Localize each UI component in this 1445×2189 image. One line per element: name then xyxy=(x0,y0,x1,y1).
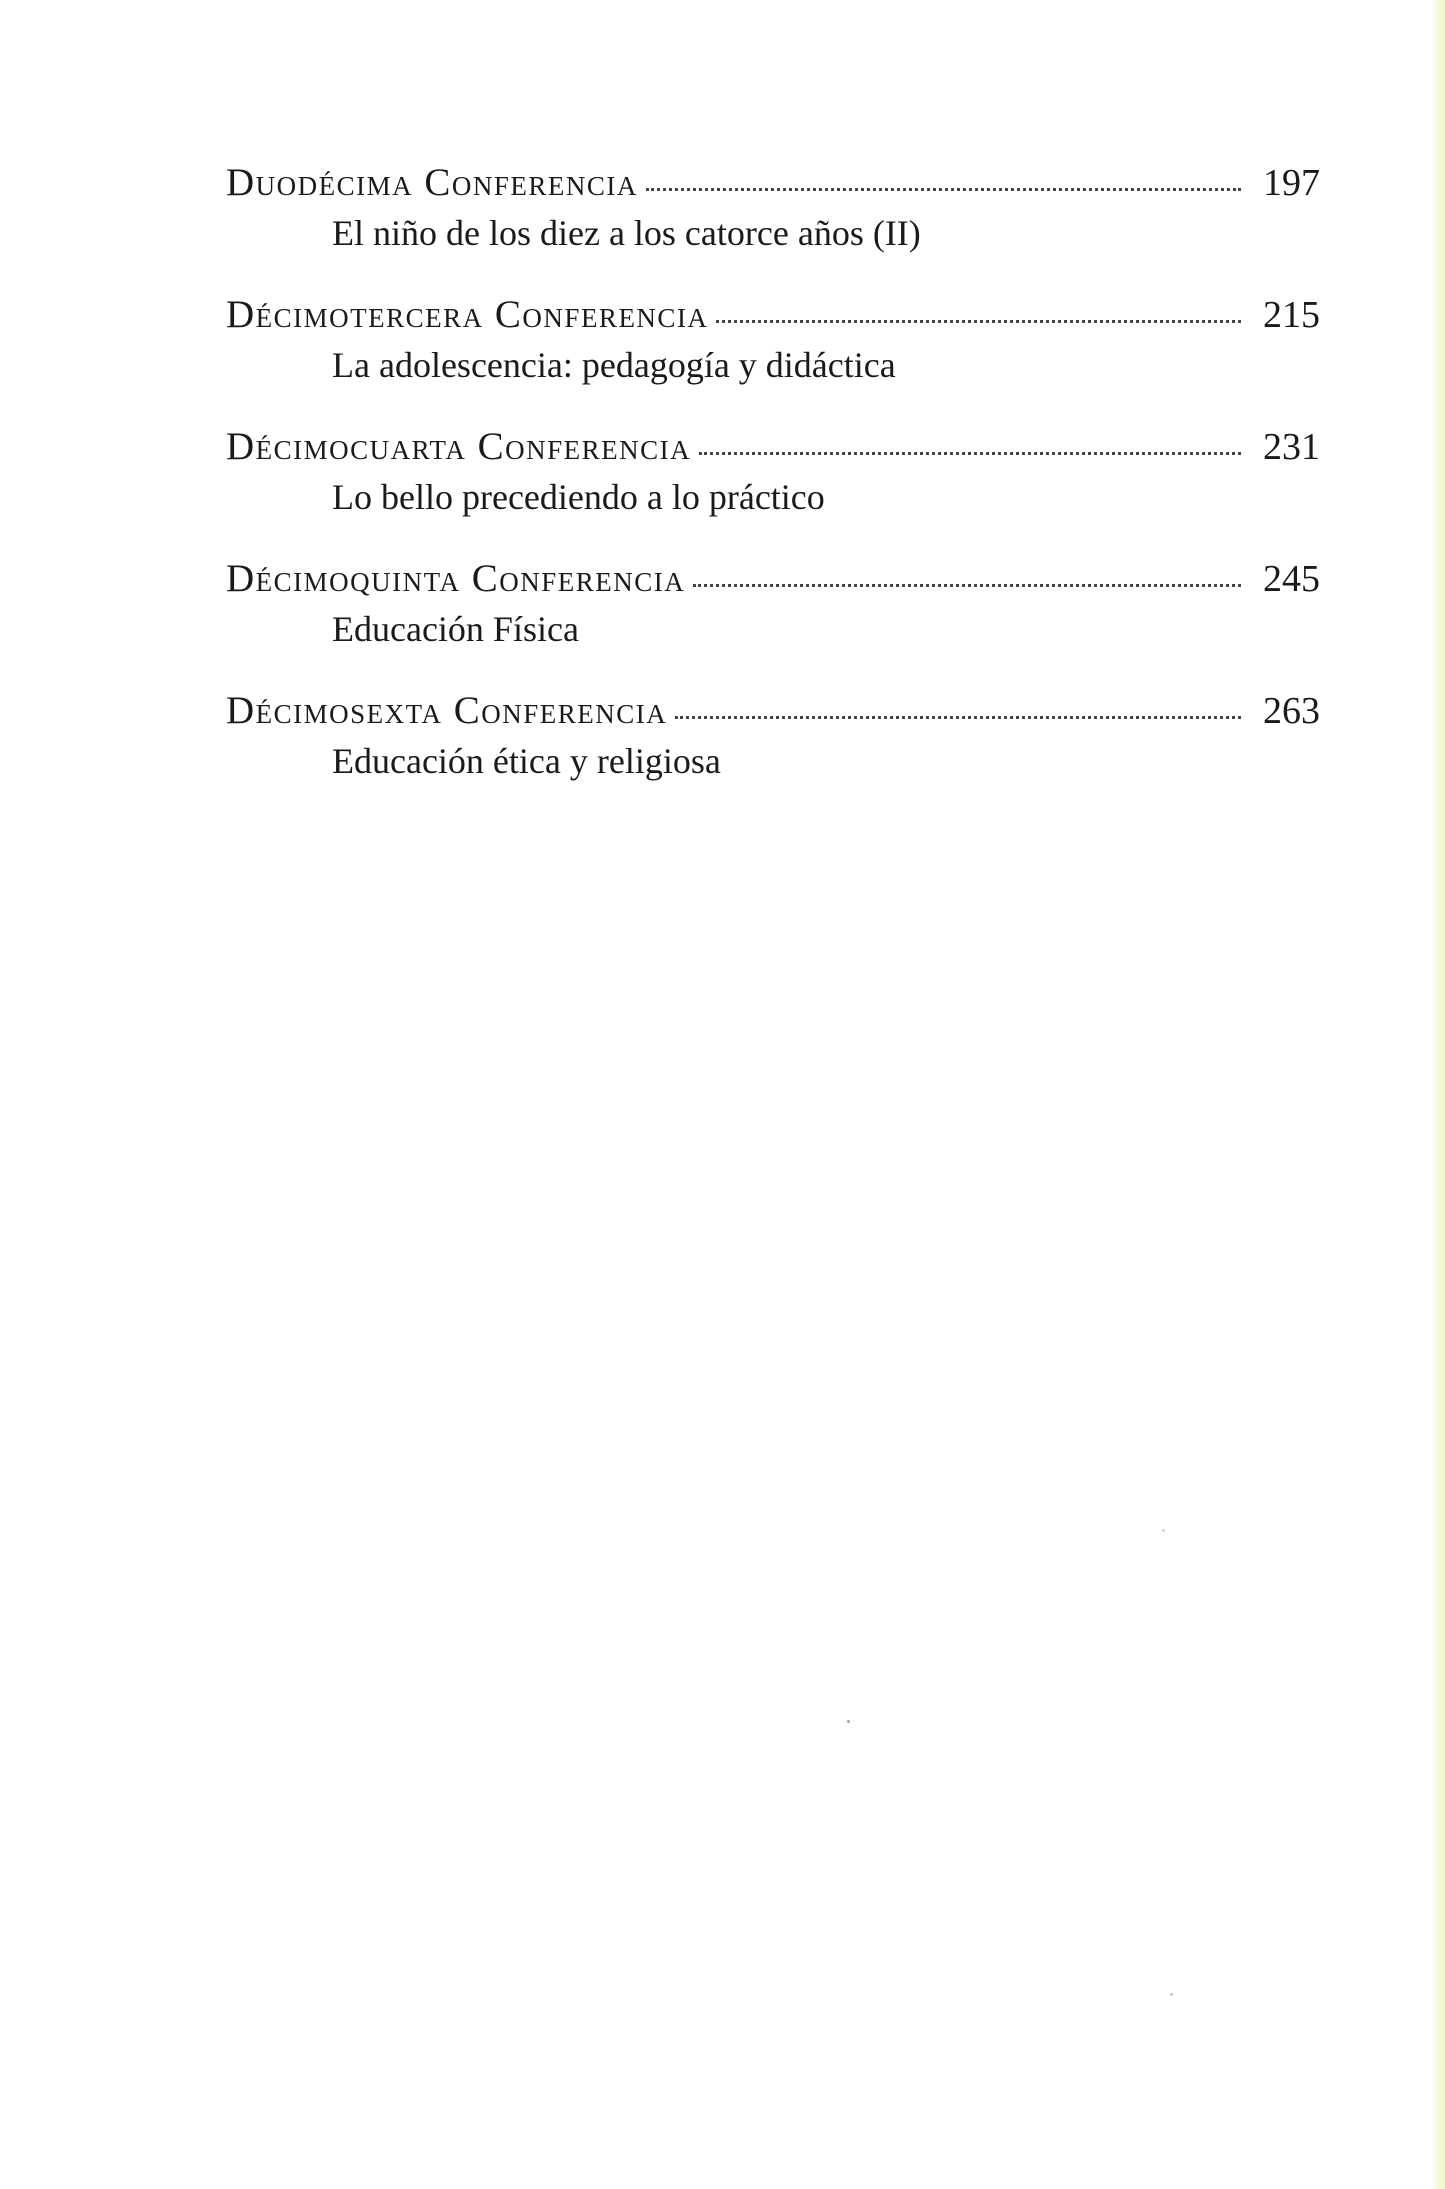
paper-speck xyxy=(847,1720,850,1723)
toc-entry-decimotercera xyxy=(226,292,1320,424)
paper-speck xyxy=(1170,1993,1173,1996)
toc-entry-heading xyxy=(226,688,1320,740)
toc-entry-heading xyxy=(226,160,1320,212)
toc-entry-title: Décimosexta Conferencia xyxy=(226,689,668,732)
toc-entry-duodecima xyxy=(226,160,1320,292)
toc-entry-heading xyxy=(226,292,1320,344)
toc-entry-page: 197 xyxy=(1263,162,1320,204)
toc-entry-page: 263 xyxy=(1263,690,1320,732)
toc-entry-page: 245 xyxy=(1263,558,1320,600)
toc-entry-heading xyxy=(226,556,1320,608)
toc-entry-page: 215 xyxy=(1263,294,1320,336)
toc-entry-title: Décimotercera Conferencia xyxy=(226,293,709,336)
toc-entry-subtitle: Educación ética y religiosa xyxy=(332,741,721,781)
page-edge xyxy=(1433,0,1445,2189)
dot-leader xyxy=(675,716,1241,719)
dot-leader xyxy=(716,320,1241,323)
toc-entry-decimosexta xyxy=(226,688,1320,820)
table-of-contents xyxy=(226,160,1320,820)
toc-entry-title: Décimoquinta Conferencia xyxy=(226,557,686,600)
toc-entry-subtitle: Educación Física xyxy=(332,609,579,649)
toc-entry-title: Décimocuarta Conferencia xyxy=(226,425,692,468)
toc-entry-page: 231 xyxy=(1263,426,1320,468)
toc-entry-title: Duodécima Conferencia xyxy=(226,161,638,204)
toc-entry-subtitle: Lo bello precediendo a lo práctico xyxy=(332,477,825,517)
toc-entry-subtitle: El niño de los diez a los catorce años (II) xyxy=(332,213,921,253)
paper-speck xyxy=(1162,1529,1165,1532)
toc-entry-heading xyxy=(226,424,1320,476)
dot-leader xyxy=(699,452,1241,455)
dot-leader xyxy=(693,584,1241,587)
toc-entry-decimoquinta xyxy=(226,556,1320,688)
toc-entry-decimocuarta xyxy=(226,424,1320,556)
dot-leader xyxy=(646,188,1241,191)
toc-entry-subtitle: La adolescencia: pedagogía y didáctica xyxy=(332,345,896,385)
